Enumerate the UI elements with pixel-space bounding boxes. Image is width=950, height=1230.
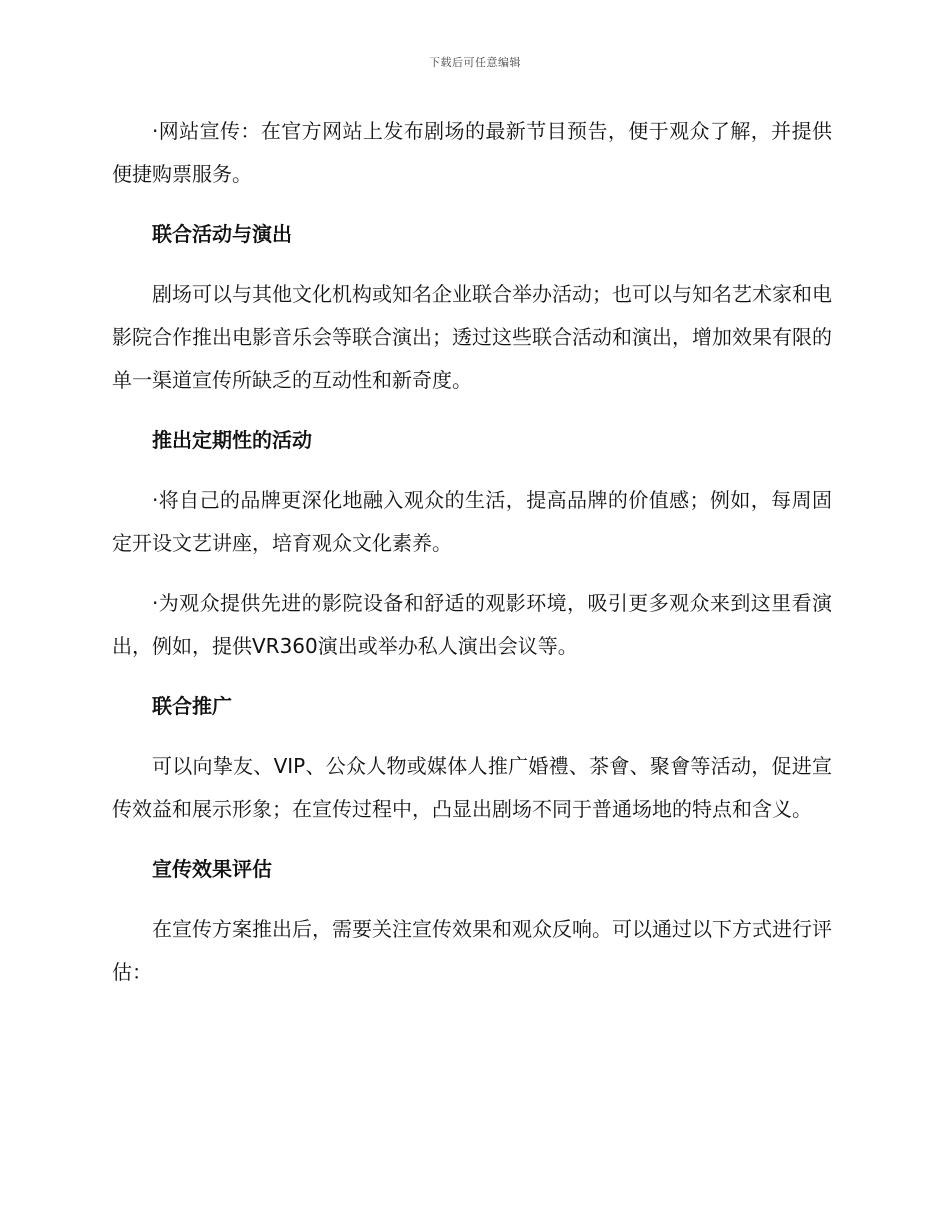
spacer: [112, 256, 832, 273]
page-header: 下载后可任意编辑: [429, 56, 521, 69]
spacer: [112, 728, 832, 745]
paragraph-cinema-equipment: ·为观众提供先进的影院设备和舒适的观影环境，吸引更多观众来到这里看演出，例如，提供VR360演出或举办私人演出会议等。: [112, 591, 832, 658]
spacer: [112, 668, 832, 685]
spacer: [112, 565, 832, 582]
paragraph-effect-evaluation: 在宣传方案推出后，需要关注宣传效果和观众反响。可以通过以下方式进行评估：: [112, 917, 832, 984]
heading-joint-events: 联合活动与演出: [152, 222, 292, 246]
spacer: [112, 831, 832, 848]
document-body: [112, 110, 832, 994]
paragraph-joint-events: 剧场可以与其他文化机构或知名企业联合举办活动；也可以与知名艺术家和电影院合作推出电影音乐会等联合演出；透过这些联合活动和演出，增加效果有限的单一渠道宣传所缺乏的互动性和新奇度。: [112, 282, 832, 392]
paragraph-joint-promotion: 可以向挚友、VIP、公众人物或媒体人推广婚禮、茶會、聚會等活动，促进宣传效益和展示形象；在宣传过程中，凸显出剧场不同于普通场地的特点和含义。: [112, 754, 832, 821]
spacer: [112, 196, 832, 213]
heading-regular-events: 推出定期性的活动: [152, 428, 312, 452]
heading-joint-promotion: 联合推广: [152, 694, 232, 718]
paragraph-brand-integration: ·将自己的品牌更深化地融入观众的生活，提高品牌的价值感；例如，每周固定开设文艺讲座，培育观众文化素养。: [112, 488, 832, 555]
paragraph-website-promotion: ·网站宣传：在官方网站上发布剧场的最新节目预告，便于观众了解，并提供便捷购票服务。: [112, 119, 832, 186]
spacer: [112, 462, 832, 479]
heading-effect-evaluation: 宣传效果评估: [152, 857, 272, 881]
spacer: [112, 402, 832, 419]
spacer: [112, 891, 832, 908]
